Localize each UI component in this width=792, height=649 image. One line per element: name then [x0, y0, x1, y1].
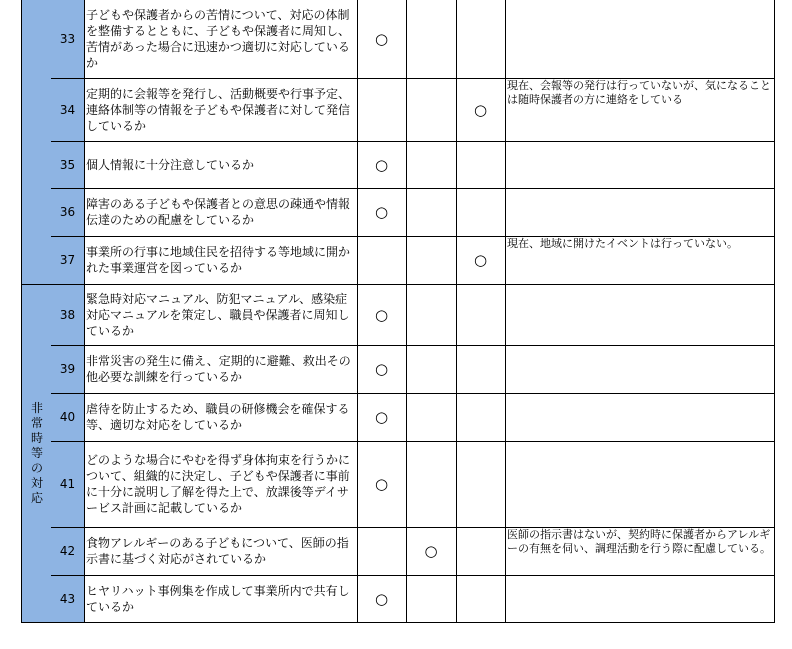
answer-mark-yes: ○	[374, 360, 389, 378]
answer-mark-yes: ○	[374, 589, 389, 608]
item-number: 42	[51, 527, 85, 575]
section-label-emergency: 非 常 時 等 の 対 応	[30, 400, 43, 505]
answer-mark-no: ○	[473, 100, 488, 119]
grid-hline	[51, 236, 775, 237]
question-text-content: 緊急時対応マニュアル、防犯マニュアル、感染症対応マニュアルを策定し、職員や保護者に周知しているか	[86, 291, 350, 338]
question-text-content: 事業所の行事に地域住民を招待する等地域に開かれた事業運営を図っているか	[86, 245, 351, 275]
question-text	[84, 441, 358, 527]
question-text-content: 障害のある子どもや保護者との意思の疎通や情報伝達のための配慮をしているか	[86, 197, 351, 227]
grid-hline	[51, 575, 775, 576]
question-text-content: 非常災害の発生に備え、定期的に避難、救出その他必要な訓練を行っているか	[86, 354, 351, 384]
item-number: 40	[51, 393, 85, 441]
grid-vline	[456, 0, 457, 623]
improvement-note: 現在、会報等の発行は行っていないが、気になることは随時保護者の方に連絡をしている	[507, 79, 771, 106]
grid-hline	[21, 622, 775, 623]
grid-hline	[51, 141, 775, 142]
item-number: 33	[51, 0, 85, 78]
answer-mark-partial: ○	[424, 542, 438, 560]
item-number: 34	[51, 78, 85, 141]
grid-vline	[406, 0, 407, 623]
grid-hline	[51, 78, 775, 79]
question-text-content: ヒヤリハット事例集を作成して事業所内で共有しているか	[86, 583, 350, 614]
grid-vline	[505, 0, 506, 623]
item-number: 36	[51, 188, 85, 236]
question-text	[84, 575, 358, 622]
answer-mark-yes: ○	[374, 203, 389, 221]
answer-mark-yes: ○	[374, 155, 389, 174]
item-number: 39	[51, 345, 85, 393]
grid-hline	[51, 393, 775, 394]
question-text-content: どのような場合にやむを得ず身体拘束を行うかについて、組織的に決定し、子どもや保護者に事前に十分に説明し了解を得た上で、放課後等デイサービス計画に記載しているか	[86, 453, 351, 515]
grid-hline	[51, 527, 775, 528]
question-text	[84, 236, 358, 284]
item-number: 38	[51, 284, 85, 345]
grid-hline	[51, 188, 775, 189]
question-text-content: 個人情報に十分注意しているか	[86, 157, 255, 172]
answer-mark-yes: ○	[374, 475, 389, 493]
question-text	[84, 78, 358, 141]
question-text	[84, 345, 358, 393]
item-number: 35	[51, 141, 85, 188]
answer-mark-yes: ○	[374, 305, 389, 324]
question-text	[84, 284, 358, 345]
question-text-content: 定期的に会報等を発行し、活動概要や行事予定、連絡体制等の情報を子どもや保護者に対して発信しているか	[86, 86, 351, 133]
improvement-note: 現在、地域に開けたイベントは行っていない。	[507, 237, 738, 250]
answer-mark-no: ○	[473, 251, 488, 269]
question-text-content: 虐待を防止するため、職員の研修機会を確保する等、適切な対応をしているか	[86, 402, 350, 432]
question-text-content: 食物アレルギーのある子どもについて、医師の指示書に基づく対応がされているか	[86, 536, 349, 566]
answer-mark-yes: ○	[374, 30, 389, 48]
question-text	[84, 527, 358, 575]
answer-mark-yes: ○	[374, 408, 389, 426]
section-band-emergency	[21, 284, 52, 622]
question-text	[84, 393, 358, 441]
question-text	[84, 0, 358, 78]
grid-hline	[51, 441, 775, 442]
question-text-content: 子どもや保護者からの苦情について、対応の体制を整備するとともに、子どもや保護者に周知し、苦情があった場合に迅速かつ適切に対応しているか	[86, 8, 351, 70]
grid-hline	[21, 284, 775, 285]
section-band-continuing	[21, 0, 52, 284]
item-number: 43	[51, 575, 85, 622]
grid-vline	[774, 0, 775, 623]
grid-hline	[51, 345, 775, 346]
item-number: 41	[51, 441, 85, 527]
question-text	[84, 188, 358, 236]
question-text	[84, 141, 358, 188]
improvement-note: 医師の指示書はないが、契約時に保護者からアレルギーの有無を伺い、調理活動を行う際に配慮している。	[507, 528, 771, 555]
item-number: 37	[51, 236, 85, 284]
